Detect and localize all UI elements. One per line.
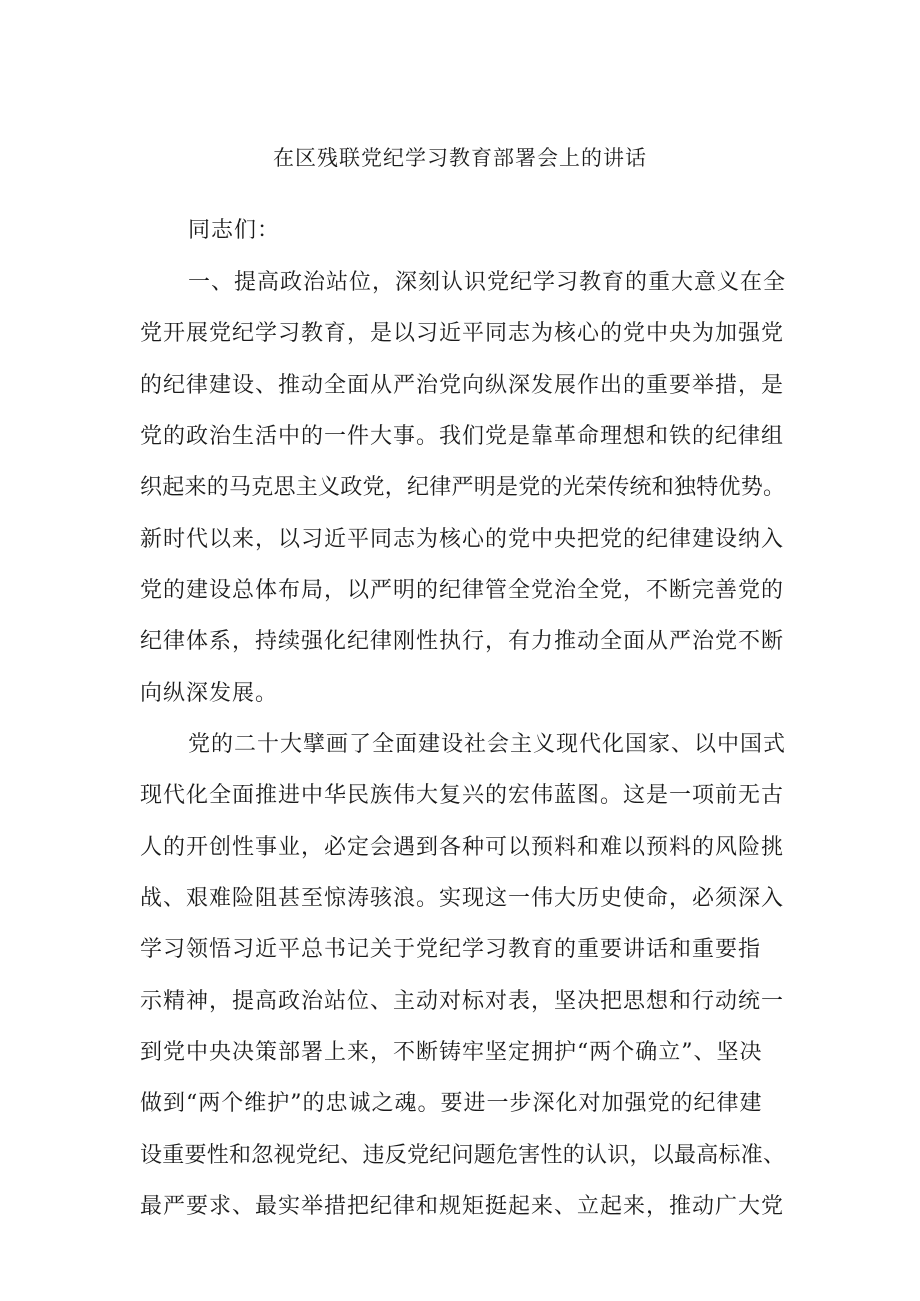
text-line-15: 示精神，提高政治站位、主动对标对表，坚决把思想和行动统一 (140, 989, 785, 1014)
text-line-4: 党的政治生活中的一件大事。我们党是靠革命理想和铁的纪律组 (140, 424, 785, 449)
text-line-18: 设重要性和忽视党纪、违反党纪问题危害性的认识，以最高标准、 (140, 1143, 786, 1168)
text-line-10: 党的二十大擘画了全面建设社会主义现代化国家、以中国式 (188, 732, 787, 757)
text-line-2: 党开展党纪学习教育，是以习近平同志为核心的党中央为加强党 (140, 321, 785, 346)
text-line-9: 向纵深发展。 (140, 681, 279, 706)
text-line-6: 新时代以来，以习近平同志为核心的党中央把党的纪律建设纳入 (140, 527, 785, 552)
text-line-7: 党的建设总体布局，以严明的纪律管全党治全党，不断完善党的 (140, 578, 785, 603)
text-line-11: 现代化全面推进中华民族伟大复兴的宏伟蓝图。这是一项前无古 (140, 783, 785, 808)
text-line-8: 纪律体系，持续强化纪律刚性执行，有力推动全面从严治党不断 (140, 629, 785, 654)
document-title: 在区残联党纪学习教育部署会上的讲话 (273, 146, 647, 170)
text-line-17: 做到“两个维护”的忠诚之魂。要进一步深化对加强党的纪律建 (140, 1091, 763, 1116)
text-line-12: 人的开创性事业，必定会遇到各种可以预料和难以预料的风险挑 (140, 835, 785, 860)
text-line-16: 到党中央决策部署上来，不断铸牢坚定拥护“两个确立”、坚决 (140, 1040, 763, 1065)
text-line-5: 织起来的马克思主义政党，纪律严明是党的光荣传统和独特优势。 (140, 475, 786, 500)
text-line-3: 的纪律建设、推动全面从严治党向纵深发展作出的重要举措，是 (140, 373, 785, 398)
text-line-13: 战、艰难险阻甚至惊涛骇浪。实现这一伟大历史使命，必须深入 (140, 886, 785, 911)
salutation: 同志们： (188, 218, 281, 243)
text-line-14: 学习领悟习近平总书记关于党纪学习教育的重要讲话和重要指 (140, 937, 762, 962)
text-line-19: 最严要求、最实举措把纪律和规矩挺起来、立起来，推动广大党 (140, 1194, 785, 1219)
text-line-1: 一、提高政治站位，深刻认识党纪学习教育的重大意义在全 (188, 270, 787, 295)
